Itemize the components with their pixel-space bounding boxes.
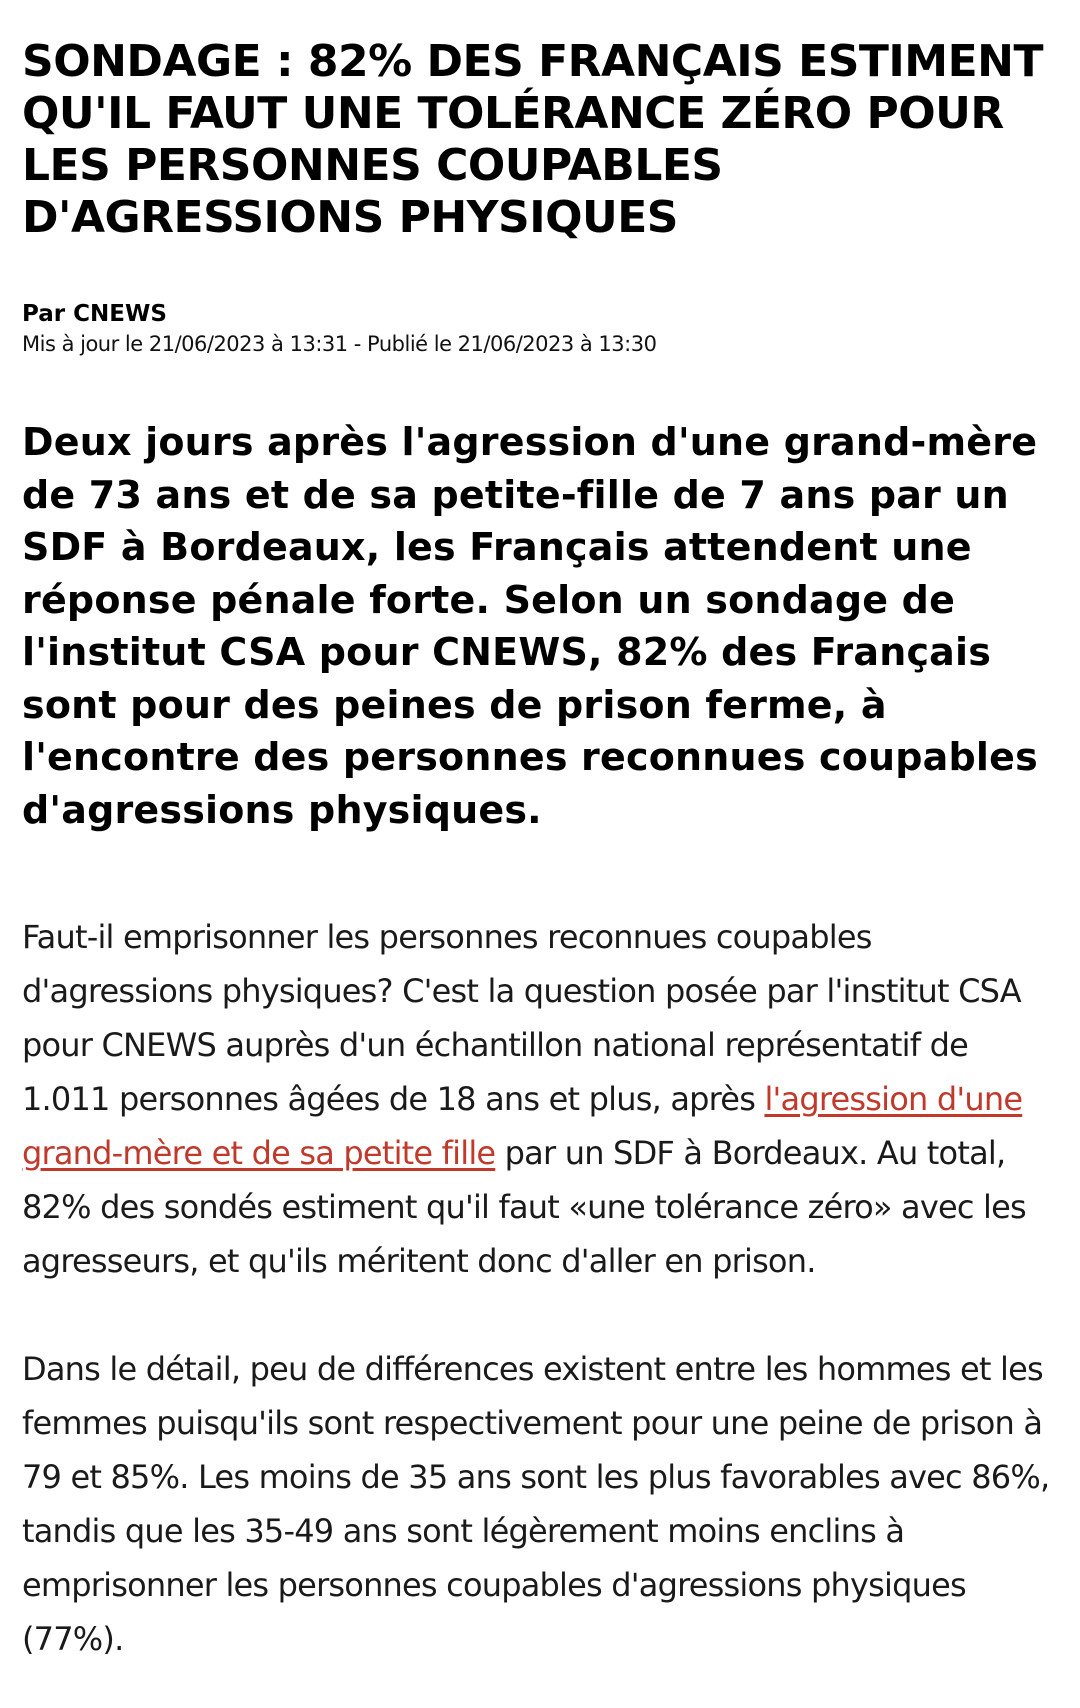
article-byline: Par CNEWS — [22, 301, 167, 327]
paragraph-1-text-after-link: par un SDF à Bordeaux. Au total, 82% des sondés estiment qu'il faut «une tolérance zéro» avec les agresseurs, et qu'ils méritent donc d'aller en prison. — [22, 1134, 1026, 1280]
article-paragraph-2: Dans le détail, peu de différences existent entre les hommes et les femmes puisqu'ils sont respectivement pour une peine de prison à 79 et 85%. Les moins de 35 ans sont les plus favorables avec 86%, tandis que les 35-49 ans sont légèrement moins enclins à emprisonner les personnes coupables d'agressions physiques (77%). — [22, 1350, 1050, 1658]
article-paragraph-1 — [22, 910, 1062, 1288]
aggression-article-link[interactable]: l'agression d'une grand-mère et de sa petite fille — [22, 1080, 1023, 1172]
article — [22, 0, 1062, 1666]
paragraph-1-text-before-link: Faut-il emprisonner les personnes reconnues coupables d'agressions physiques? C'est la question posée par l'institut CSA pour CNEWS auprès d'un échantillon national représentatif de 1.011 personnes âgées de 18 ans et plus, après — [22, 918, 1021, 1118]
article-dates: Mis à jour le 21/06/2023 à 13:31 - Publié le 21/06/2023 à 13:30 — [22, 332, 657, 356]
article-title: SONDAGE : 82% DES FRANÇAIS ESTIMENT QU'IL FAUT UNE TOLÉRANCE ZÉRO POUR LES PERSONNES COUPABLES D'AGRESSIONS PHYSIQUES — [22, 36, 1043, 243]
article-lead: Deux jours après l'agression d'une grand-mère de 73 ans et de sa petite-fille de 7 ans par un SDF à Bordeaux, les Français attendent une réponse pénale forte. Selon un sondage de l'institut CSA pour CNEWS, 82% des Français sont pour des peines de prison ferme, à l'encontre des personnes reconnues coupables d'agressions physiques. — [22, 420, 1038, 832]
